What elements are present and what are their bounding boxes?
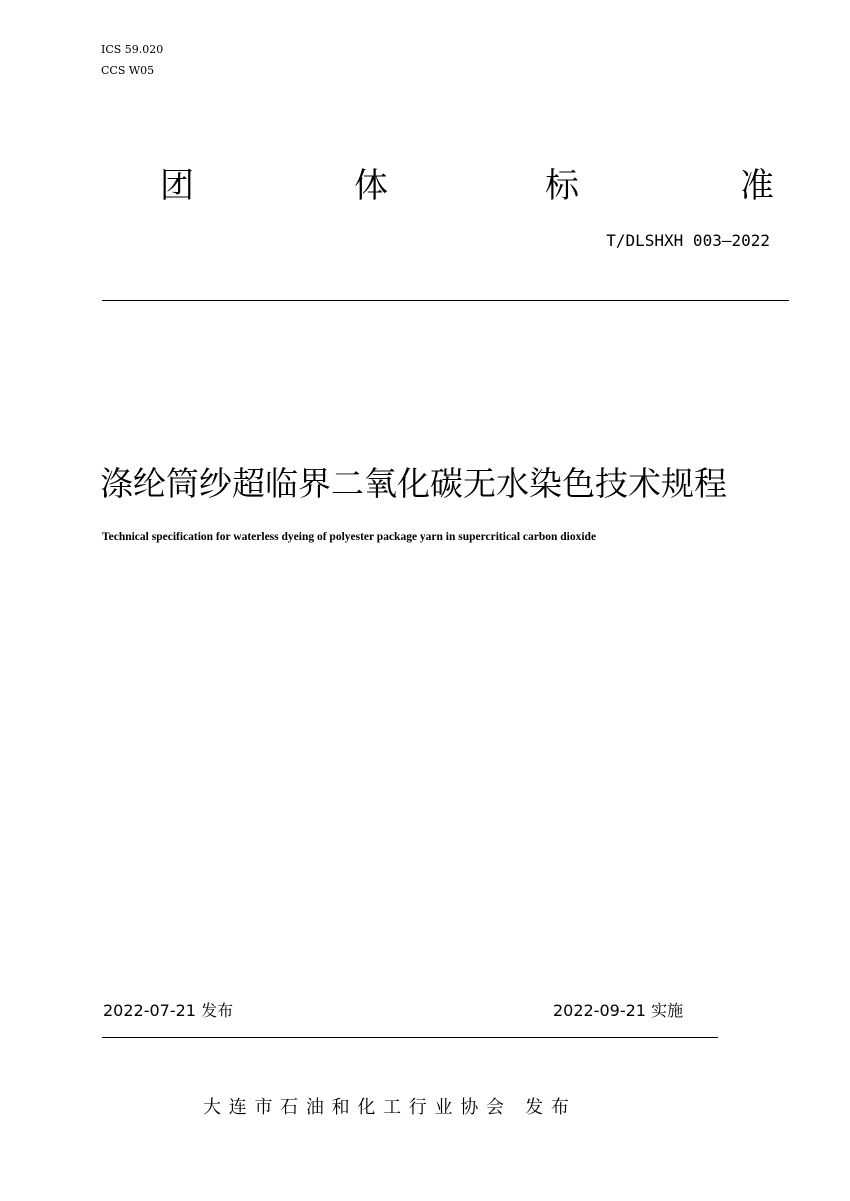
implementation-date: 2022-09-21 实施 bbox=[553, 1001, 684, 1020]
standard-number: T/DLSHXH 003—2022 bbox=[606, 231, 770, 250]
standard-type-char-2: 体 bbox=[354, 166, 388, 206]
publisher: 大 连 市 石 油 和 化 工 行 业 协 会 发 布 bbox=[203, 1097, 570, 1118]
issue-date: 2022-07-21 发布 bbox=[103, 1001, 234, 1020]
standard-type-char-1: 团 bbox=[160, 166, 194, 206]
header-divider bbox=[102, 300, 789, 301]
title-chinese: 涤纶筒纱超临界二氧化碳无水染色技术规程 bbox=[100, 464, 727, 503]
title-english: Technical specification for waterless dyeing of polyester package yarn in supercritical carbon dioxide bbox=[102, 531, 597, 543]
footer-divider bbox=[102, 1037, 718, 1038]
ics-code: ICS 59.020 bbox=[101, 43, 164, 56]
standard-type-char-3: 标 bbox=[545, 166, 579, 206]
standard-type-char-4: 准 bbox=[740, 166, 774, 206]
ccs-code: CCS W05 bbox=[101, 64, 155, 77]
